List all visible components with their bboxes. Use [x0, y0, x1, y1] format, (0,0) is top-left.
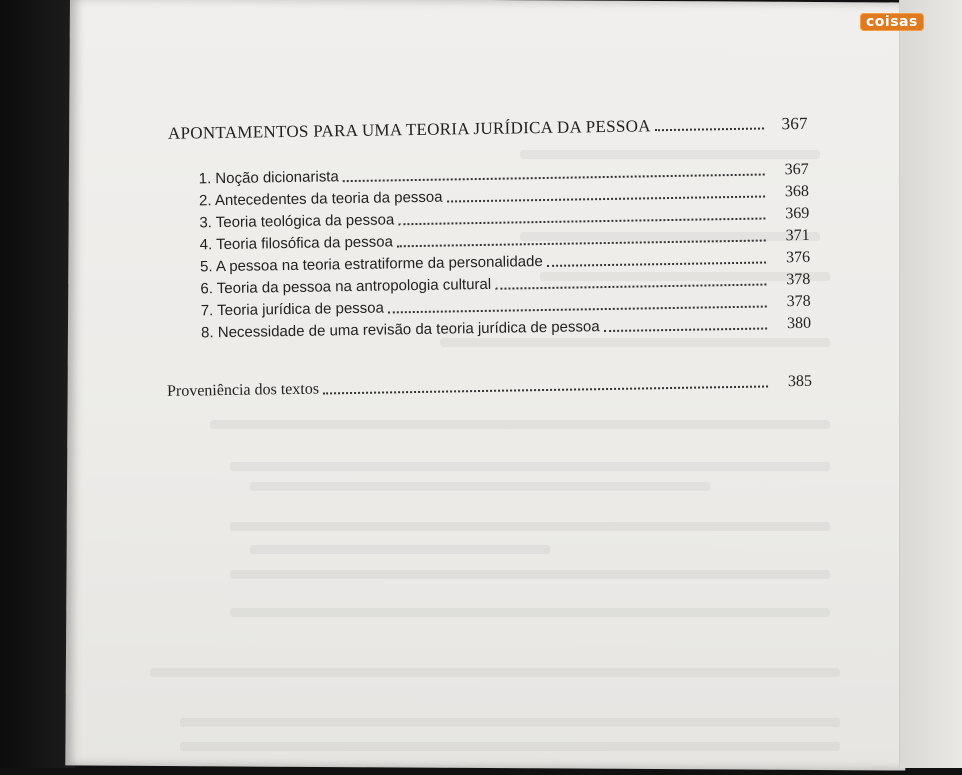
toc-entry-page: 376 [785, 248, 811, 267]
toc-provenance-label: Proveniência dos textos [166, 380, 320, 400]
toc-heading-page: 367 [781, 113, 809, 134]
dot-leader [397, 239, 766, 248]
dot-leader [388, 305, 767, 314]
toc-provenance-page: 385 [787, 372, 813, 391]
toc-entry-page: 371 [785, 226, 810, 245]
toc-entry-label: 4. Teoria filosófica da pessoa [199, 233, 394, 254]
toc-entry-page: 367 [784, 160, 809, 179]
dot-leader [323, 384, 768, 394]
toc-entry-page: 378 [786, 270, 811, 289]
dot-leader [495, 283, 766, 290]
toc-entry-page: 378 [786, 292, 811, 311]
toc-entry-page: 380 [786, 314, 812, 333]
toc-heading-label: APONTAMENTOS PARA UMA TEORIA JURÍDICA DA PESSOA [167, 116, 651, 143]
dot-leader [343, 173, 765, 183]
dot-leader [547, 261, 766, 267]
toc-entry-label: 7. Teoria jurídica de pessoa [200, 299, 385, 320]
dot-leader [398, 217, 765, 226]
toc-entry-label: 3. Teoria teológica da pessoa [199, 211, 395, 232]
toc-entry-label: 6. Teoria da pessoa na antropologia cultural [200, 275, 492, 298]
toc-provenance [167, 371, 812, 403]
toc-entry-label: 8. Necessidade de uma revisão da teoria jurídica de pessoa [200, 318, 600, 342]
dot-leader [655, 127, 764, 132]
dot-leader [604, 326, 767, 332]
toc-heading [168, 113, 808, 145]
toc-entry-page: 368 [784, 182, 810, 201]
toc-entry-page: 369 [785, 204, 810, 223]
toc-entry-label: 2. Antecedentes da teoria da pessoa [198, 188, 443, 210]
dot-leader [447, 195, 765, 203]
watermark-logo: coisas [860, 13, 924, 31]
toc-entry-label: 1. Noção dicionarista [198, 168, 339, 188]
toc-entry-label: 5. A pessoa na teoria estratiforme da personalidade [199, 253, 543, 276]
